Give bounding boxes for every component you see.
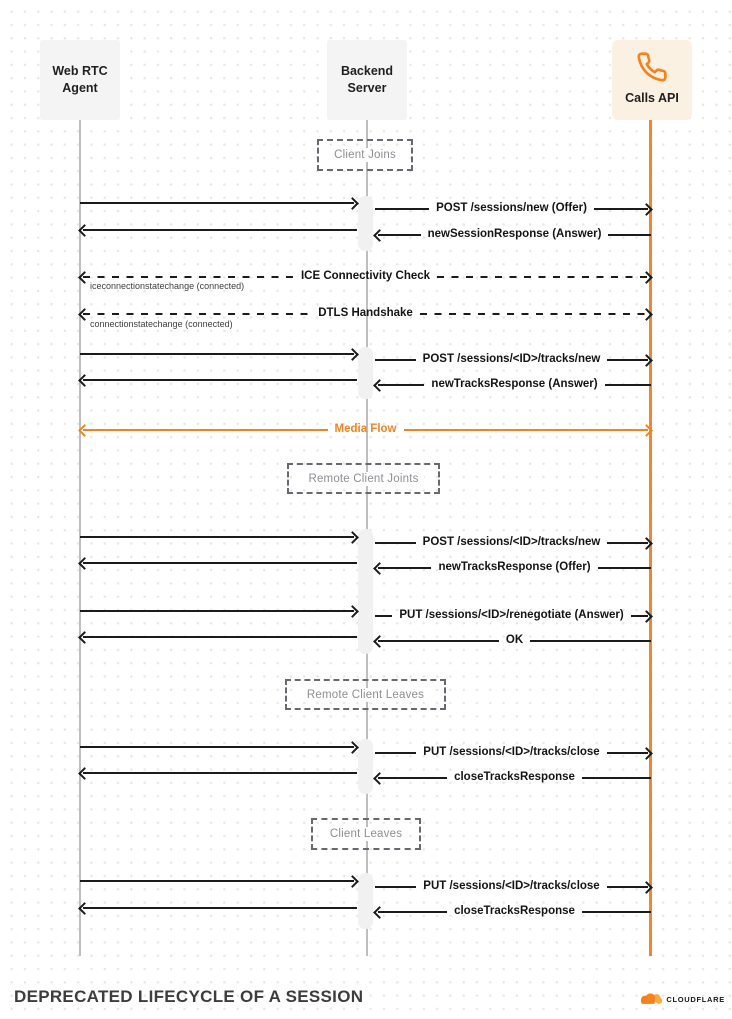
message-arrow bbox=[375, 560, 651, 576]
message-label: PUT /sessions/<ID>/renegotiate (Answer) bbox=[399, 609, 624, 622]
message-label: Media Flow bbox=[334, 423, 397, 436]
arrowhead-left-icon bbox=[78, 308, 91, 321]
section-remote-client-leaves bbox=[285, 679, 446, 710]
message-arrow bbox=[375, 904, 651, 920]
message-arrow bbox=[375, 227, 651, 243]
event-note: iceconnectionstatechange (connected) bbox=[90, 281, 245, 291]
actor-label: Backend Server bbox=[340, 64, 394, 95]
message-arrow bbox=[375, 608, 651, 624]
section-label: Client Joins bbox=[329, 148, 401, 162]
arrowhead-left-icon bbox=[78, 271, 91, 284]
message-arrow bbox=[375, 535, 651, 551]
message-arrow bbox=[80, 603, 357, 619]
message-label: newSessionResponse (Answer) bbox=[427, 228, 602, 241]
arrowhead-left-icon bbox=[373, 562, 386, 575]
message-arrow bbox=[80, 739, 357, 755]
arrowhead-right-icon bbox=[640, 271, 653, 284]
arrowhead-right-icon bbox=[640, 537, 653, 550]
message-arrow bbox=[375, 201, 651, 217]
actor-label: Calls API bbox=[625, 91, 679, 105]
activation-bar bbox=[358, 196, 373, 251]
cloudflare-brand bbox=[637, 991, 725, 1007]
media-flow-arrow bbox=[80, 422, 651, 438]
actor-backend-server bbox=[327, 40, 407, 120]
section-client-leaves bbox=[311, 818, 421, 850]
arrowhead-right-icon bbox=[346, 348, 359, 361]
message-arrow bbox=[80, 555, 357, 571]
actor-calls-api bbox=[612, 40, 692, 120]
message-label: PUT /sessions/<ID>/tracks/close bbox=[423, 880, 600, 893]
arrowhead-right-icon bbox=[640, 747, 653, 760]
arrowhead-right-icon bbox=[640, 354, 653, 367]
message-label: DTLS Handshake bbox=[318, 307, 413, 320]
arrowhead-left-icon bbox=[373, 906, 386, 919]
cloudflare-logo-icon bbox=[637, 991, 663, 1007]
arrowhead-right-icon bbox=[640, 203, 653, 216]
arrowhead-right-icon bbox=[640, 881, 653, 894]
arrowhead-right-icon bbox=[346, 875, 359, 888]
arrowhead-left-icon bbox=[78, 767, 91, 780]
actor-webrtc-agent bbox=[40, 40, 120, 120]
arrowhead-left-icon bbox=[373, 635, 386, 648]
arrowhead-left-icon bbox=[78, 902, 91, 915]
message-arrow bbox=[375, 879, 651, 895]
message-arrow bbox=[80, 222, 357, 238]
message-label: closeTracksResponse bbox=[454, 905, 575, 918]
message-arrow bbox=[80, 529, 357, 545]
message-arrow bbox=[80, 873, 357, 889]
message-label: POST /sessions/new (Offer) bbox=[436, 202, 587, 215]
message-arrow bbox=[375, 377, 651, 393]
message-arrow bbox=[375, 745, 651, 761]
message-label: OK bbox=[505, 634, 524, 647]
event-note: connectionstatechange (connected) bbox=[90, 319, 233, 329]
arrowhead-left-icon bbox=[78, 424, 91, 437]
message-label: POST /sessions/<ID>/tracks/new bbox=[422, 536, 601, 549]
phone-icon bbox=[636, 51, 668, 83]
arrowhead-right-icon bbox=[346, 531, 359, 544]
arrowhead-left-icon bbox=[78, 557, 91, 570]
message-arrow bbox=[80, 765, 357, 781]
arrowhead-left-icon bbox=[78, 631, 91, 644]
message-label: closeTracksResponse bbox=[454, 771, 575, 784]
arrowhead-right-icon bbox=[346, 605, 359, 618]
activation-bar bbox=[358, 529, 373, 654]
arrowhead-left-icon bbox=[78, 374, 91, 387]
arrowhead-left-icon bbox=[373, 379, 386, 392]
section-label: Client Leaves bbox=[325, 827, 407, 841]
message-arrow bbox=[80, 372, 357, 388]
message-arrow bbox=[80, 195, 357, 211]
message-arrow bbox=[375, 633, 651, 649]
activation-bar bbox=[358, 873, 373, 929]
arrowhead-right-icon bbox=[640, 424, 653, 437]
message-label: PUT /sessions/<ID>/tracks/close bbox=[423, 746, 600, 759]
section-label: Remote Client Leaves bbox=[302, 688, 429, 702]
message-arrow bbox=[375, 770, 651, 786]
message-arrow bbox=[80, 346, 357, 362]
activation-bar bbox=[358, 739, 373, 794]
brand-text: CLOUDFLARE bbox=[666, 994, 725, 1004]
message-label: newTracksResponse (Offer) bbox=[438, 561, 591, 574]
arrowhead-right-icon bbox=[640, 308, 653, 321]
section-label: Remote Client Joints bbox=[303, 472, 423, 486]
message-arrow bbox=[80, 629, 357, 645]
section-remote-client-joints bbox=[287, 463, 440, 494]
message-arrow bbox=[375, 352, 651, 368]
diagram-title: DEPRECATED LIFECYCLE OF A SESSION bbox=[14, 987, 364, 1006]
message-label: POST /sessions/<ID>/tracks/new bbox=[422, 353, 601, 366]
message-label: newTracksResponse (Answer) bbox=[431, 378, 598, 391]
actor-label: Web RTC Agent bbox=[52, 64, 108, 95]
arrowhead-left-icon bbox=[373, 229, 386, 242]
section-client-joins bbox=[317, 139, 413, 171]
message-arrow bbox=[80, 900, 357, 916]
activation-bar bbox=[358, 347, 373, 399]
arrowhead-left-icon bbox=[373, 772, 386, 785]
message-label: ICE Connectivity Check bbox=[300, 270, 431, 283]
arrowhead-left-icon bbox=[78, 224, 91, 237]
arrowhead-right-icon bbox=[346, 197, 359, 210]
arrowhead-right-icon bbox=[346, 741, 359, 754]
arrowhead-right-icon bbox=[640, 610, 653, 623]
